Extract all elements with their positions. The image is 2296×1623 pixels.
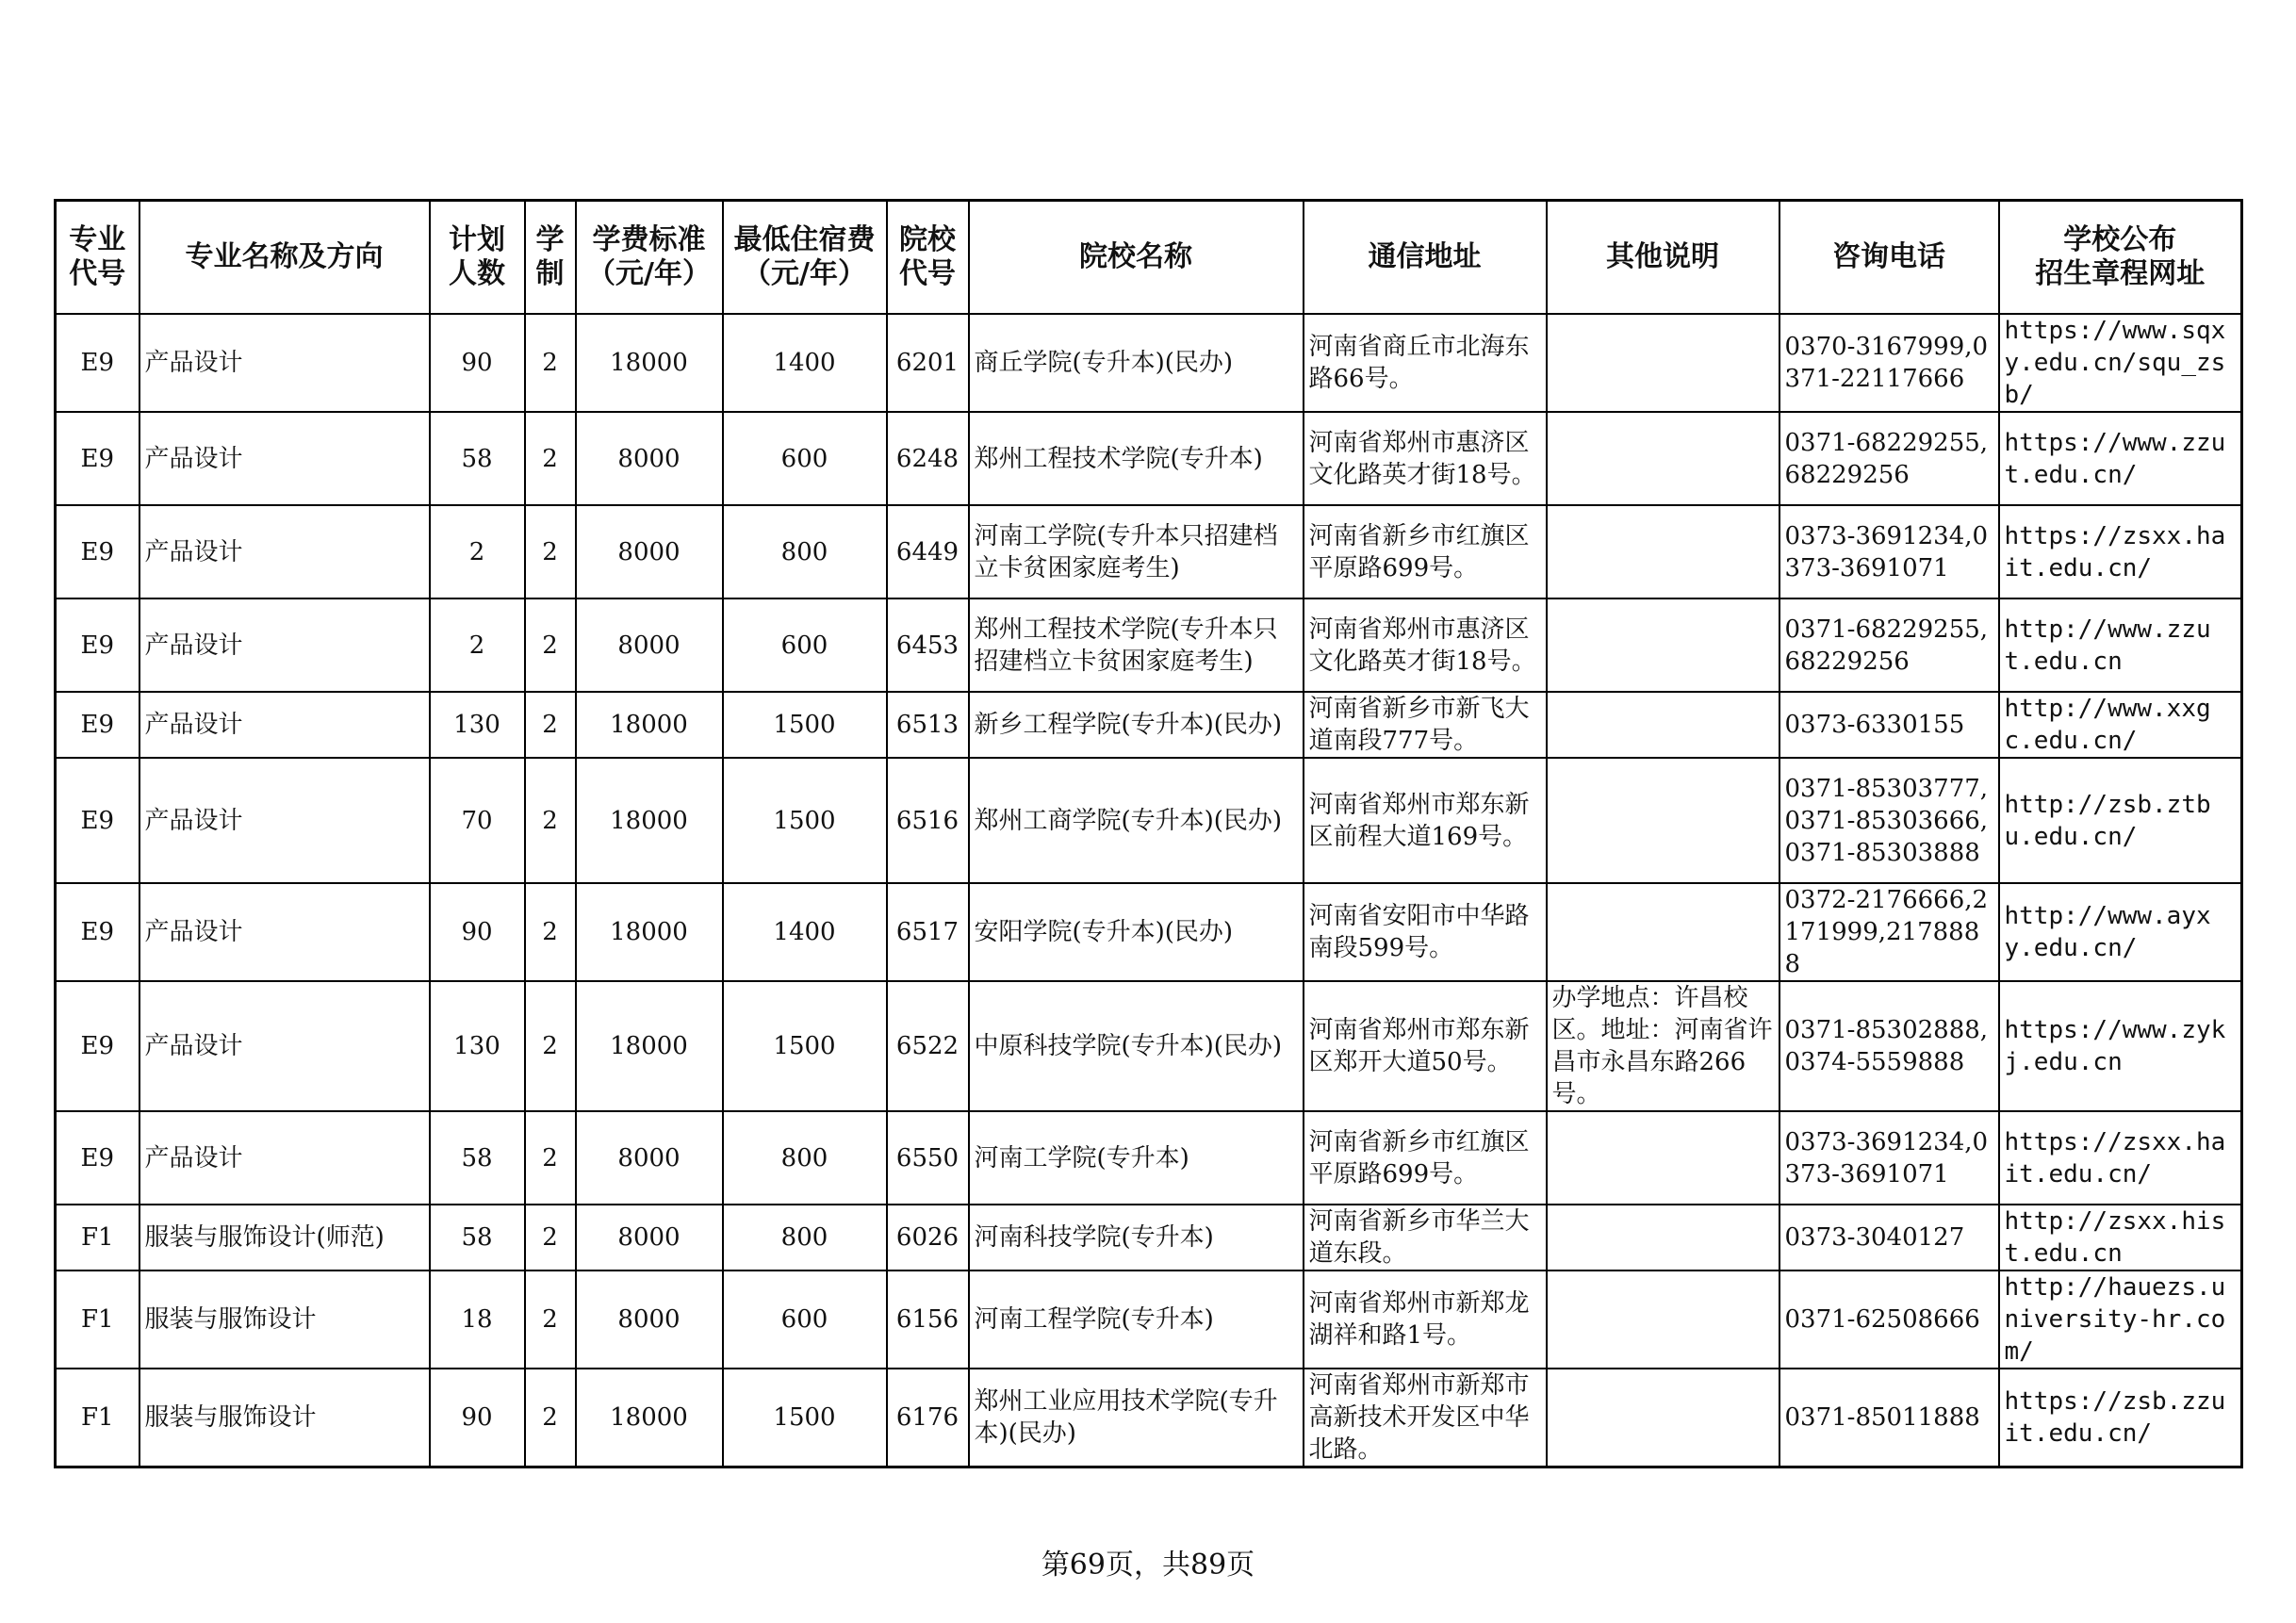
- cell-major-name: 产品设计: [139, 692, 430, 758]
- cell-tuition: 18000: [576, 314, 723, 412]
- column-header-line: 最低住宿费: [733, 223, 876, 256]
- table-row: [56, 412, 2242, 505]
- cell-tuition: 8000: [576, 1271, 723, 1369]
- cell-phone: 0373-3691234,0373-3691071: [1779, 1111, 1999, 1205]
- cell-major-name: 服装与服饰设计(师范): [139, 1205, 430, 1271]
- column-header-other-notes: [1547, 201, 1779, 315]
- cell-plan-count: 58: [430, 1111, 525, 1205]
- cell-tuition: 8000: [576, 412, 723, 505]
- cell-min-dorm-fee: 1500: [723, 758, 887, 883]
- cell-tuition: 18000: [576, 758, 723, 883]
- cell-plan-count: 90: [430, 883, 525, 981]
- column-header-major-name: [139, 201, 430, 315]
- cell-school-name: 河南工学院(专升本): [969, 1111, 1304, 1205]
- column-header-tuition: [576, 201, 723, 315]
- cell-school-name: 郑州工程技术学院(专升本只招建档立卡贫困家庭考生): [969, 598, 1304, 692]
- column-header-line: 院校: [899, 223, 956, 256]
- cell-duration: 2: [525, 314, 576, 412]
- cell-major-name: 产品设计: [139, 412, 430, 505]
- cell-other-notes: [1547, 314, 1779, 412]
- cell-other-notes: [1547, 505, 1779, 598]
- cell-phone: 0373-3691234,0373-3691071: [1779, 505, 1999, 598]
- cell-min-dorm-fee: 800: [723, 1205, 887, 1271]
- cell-min-dorm-fee: 600: [723, 598, 887, 692]
- cell-major-code: E9: [56, 1111, 139, 1205]
- admission-plan-table: [54, 199, 2243, 1468]
- cell-plan-count: 18: [430, 1271, 525, 1369]
- cell-duration: 2: [525, 1369, 576, 1467]
- page-number-label: 第69页，共89页: [1041, 1549, 1255, 1582]
- column-header-line: 制: [535, 257, 565, 290]
- cell-major-name: 产品设计: [139, 981, 430, 1111]
- cell-school-code: 6516: [887, 758, 969, 883]
- cell-school-name: 中原科技学院(专升本)(民办): [969, 981, 1304, 1111]
- cell-address: 河南省安阳市中华路南段599号。: [1304, 883, 1547, 981]
- cell-duration: 2: [525, 981, 576, 1111]
- cell-phone: 0371-85302888,0374-5559888: [1779, 981, 1999, 1111]
- cell-school-name: 新乡工程学院(专升本)(民办): [969, 692, 1304, 758]
- cell-major-code: E9: [56, 505, 139, 598]
- cell-major-name: 产品设计: [139, 314, 430, 412]
- cell-address: 河南省新乡市红旗区平原路699号。: [1304, 1111, 1547, 1205]
- cell-duration: 2: [525, 758, 576, 883]
- table-row: [56, 1111, 2242, 1205]
- cell-duration: 2: [525, 883, 576, 981]
- cell-address: 河南省郑州市惠济区文化路英才街18号。: [1304, 598, 1547, 692]
- cell-charter-url: https://zsb.zzuit.edu.cn/: [1999, 1369, 2242, 1467]
- cell-school-code: 6248: [887, 412, 969, 505]
- cell-charter-url: https://www.zykj.edu.cn: [1999, 981, 2242, 1111]
- cell-min-dorm-fee: 1400: [723, 883, 887, 981]
- cell-school-code: 6156: [887, 1271, 969, 1369]
- cell-tuition: 18000: [576, 981, 723, 1111]
- cell-address: 河南省郑州市新郑市高新技术开发区中华北路。: [1304, 1369, 1547, 1467]
- cell-address: 河南省郑州市新郑龙湖祥和路1号。: [1304, 1271, 1547, 1369]
- cell-address: 河南省新乡市新飞大道南段777号。: [1304, 692, 1547, 758]
- cell-charter-url: http://zsxx.hist.edu.cn: [1999, 1205, 2242, 1271]
- cell-address: 河南省商丘市北海东路66号。: [1304, 314, 1547, 412]
- column-header-line: 专业名称及方向: [185, 240, 384, 273]
- cell-duration: 2: [525, 1271, 576, 1369]
- cell-major-name: 产品设计: [139, 758, 430, 883]
- cell-address: 河南省新乡市红旗区平原路699号。: [1304, 505, 1547, 598]
- column-header-line: 学: [535, 223, 565, 256]
- cell-other-notes: [1547, 1271, 1779, 1369]
- column-header-charter-url: [1999, 201, 2242, 315]
- table-row: [56, 883, 2242, 981]
- column-header-line: 人数: [449, 257, 505, 290]
- cell-phone: 0371-85303777,0371-85303666,0371-85303888: [1779, 758, 1999, 883]
- cell-address: 河南省郑州市郑东新区前程大道169号。: [1304, 758, 1547, 883]
- column-header-line: 代号: [899, 257, 956, 290]
- cell-address: 河南省郑州市惠济区文化路英才街18号。: [1304, 412, 1547, 505]
- cell-major-name: 产品设计: [139, 1111, 430, 1205]
- cell-duration: 2: [525, 412, 576, 505]
- column-header-line: 院校名称: [1079, 240, 1192, 273]
- cell-major-code: E9: [56, 598, 139, 692]
- cell-school-name: 商丘学院(专升本)(民办): [969, 314, 1304, 412]
- cell-other-notes: 办学地点：许昌校区。地址：河南省许昌市永昌东路266号。: [1547, 981, 1779, 1111]
- cell-other-notes: [1547, 598, 1779, 692]
- cell-school-name: 河南工学院(专升本只招建档立卡贫困家庭考生): [969, 505, 1304, 598]
- column-header-school-code: [887, 201, 969, 315]
- cell-phone: 0371-62508666: [1779, 1271, 1999, 1369]
- cell-major-code: F1: [56, 1205, 139, 1271]
- table-row: [56, 692, 2242, 758]
- cell-plan-count: 2: [430, 505, 525, 598]
- column-header-line: 学校公布: [2063, 223, 2177, 256]
- cell-other-notes: [1547, 1369, 1779, 1467]
- cell-school-name: 河南科技学院(专升本): [969, 1205, 1304, 1271]
- cell-phone: 0371-68229255,68229256: [1779, 412, 1999, 505]
- table-row: [56, 1369, 2242, 1467]
- cell-plan-count: 90: [430, 1369, 525, 1467]
- cell-school-name: 郑州工商学院(专升本)(民办): [969, 758, 1304, 883]
- cell-other-notes: [1547, 883, 1779, 981]
- cell-plan-count: 90: [430, 314, 525, 412]
- cell-other-notes: [1547, 1205, 1779, 1271]
- column-header-plan-count: [430, 201, 525, 315]
- cell-tuition: 18000: [576, 1369, 723, 1467]
- cell-tuition: 18000: [576, 692, 723, 758]
- cell-major-code: E9: [56, 883, 139, 981]
- column-header-line: 学费标准: [592, 223, 706, 256]
- cell-other-notes: [1547, 758, 1779, 883]
- column-header-line: 咨询电话: [1832, 240, 1945, 273]
- cell-school-code: 6176: [887, 1369, 969, 1467]
- column-header-school-name: [969, 201, 1304, 315]
- cell-charter-url: https://www.sqxy.edu.cn/squ_zsb/: [1999, 314, 2242, 412]
- cell-plan-count: 58: [430, 1205, 525, 1271]
- cell-school-code: 6522: [887, 981, 969, 1111]
- cell-school-code: 6513: [887, 692, 969, 758]
- cell-charter-url: https://www.zzut.edu.cn/: [1999, 412, 2242, 505]
- cell-major-code: E9: [56, 412, 139, 505]
- cell-address: 河南省新乡市华兰大道东段。: [1304, 1205, 1547, 1271]
- column-header-line: 代号: [69, 257, 126, 290]
- cell-min-dorm-fee: 800: [723, 505, 887, 598]
- cell-address: 河南省郑州市郑东新区郑开大道50号。: [1304, 981, 1547, 1111]
- cell-other-notes: [1547, 412, 1779, 505]
- cell-phone: 0371-85011888: [1779, 1369, 1999, 1467]
- cell-duration: 2: [525, 692, 576, 758]
- cell-charter-url: http://zsb.ztbu.edu.cn/: [1999, 758, 2242, 883]
- cell-other-notes: [1547, 692, 1779, 758]
- cell-plan-count: 70: [430, 758, 525, 883]
- cell-charter-url: http://www.xxgc.edu.cn/: [1999, 692, 2242, 758]
- cell-tuition: 8000: [576, 598, 723, 692]
- table-header: [56, 201, 2242, 315]
- column-header-line: 招生章程网址: [2035, 257, 2206, 290]
- cell-min-dorm-fee: 600: [723, 412, 887, 505]
- cell-min-dorm-fee: 1500: [723, 1369, 887, 1467]
- column-header-line: 专业: [69, 223, 126, 256]
- cell-school-code: 6453: [887, 598, 969, 692]
- table-body: [56, 314, 2242, 1467]
- table-row: [56, 1271, 2242, 1369]
- cell-min-dorm-fee: 1500: [723, 692, 887, 758]
- column-header-min-dorm-fee: [723, 201, 887, 315]
- cell-min-dorm-fee: 600: [723, 1271, 887, 1369]
- cell-plan-count: 2: [430, 598, 525, 692]
- column-header-line: 计划: [449, 223, 505, 256]
- cell-school-code: 6517: [887, 883, 969, 981]
- cell-duration: 2: [525, 505, 576, 598]
- column-header-line: 其他说明: [1606, 240, 1719, 273]
- cell-major-code: E9: [56, 981, 139, 1111]
- cell-min-dorm-fee: 1400: [723, 314, 887, 412]
- cell-charter-url: http://www.ayxy.edu.cn/: [1999, 883, 2242, 981]
- column-header-line: （元/年）: [743, 257, 866, 290]
- cell-major-name: 产品设计: [139, 883, 430, 981]
- column-header-line: （元/年）: [587, 257, 711, 290]
- cell-school-name: 河南工程学院(专升本): [969, 1271, 1304, 1369]
- cell-tuition: 8000: [576, 1205, 723, 1271]
- cell-min-dorm-fee: 1500: [723, 981, 887, 1111]
- table-row: [56, 758, 2242, 883]
- cell-major-code: F1: [56, 1369, 139, 1467]
- cell-major-code: E9: [56, 692, 139, 758]
- column-header-major-code: [56, 201, 139, 315]
- cell-plan-count: 130: [430, 981, 525, 1111]
- cell-major-name: 服装与服饰设计: [139, 1271, 430, 1369]
- column-header-address: [1304, 201, 1547, 315]
- cell-major-code: E9: [56, 758, 139, 883]
- cell-school-code: 6550: [887, 1111, 969, 1205]
- cell-major-code: E9: [56, 314, 139, 412]
- cell-charter-url: http://www.zzut.edu.cn: [1999, 598, 2242, 692]
- cell-tuition: 8000: [576, 505, 723, 598]
- cell-tuition: 18000: [576, 883, 723, 981]
- column-header-duration: [525, 201, 576, 315]
- column-header-phone: [1779, 201, 1999, 315]
- cell-major-name: 服装与服饰设计: [139, 1369, 430, 1467]
- cell-school-code: 6026: [887, 1205, 969, 1271]
- cell-plan-count: 130: [430, 692, 525, 758]
- cell-school-name: 郑州工业应用技术学院(专升本)(民办): [969, 1369, 1304, 1467]
- table-row: [56, 981, 2242, 1111]
- cell-school-code: 6201: [887, 314, 969, 412]
- cell-school-code: 6449: [887, 505, 969, 598]
- cell-tuition: 8000: [576, 1111, 723, 1205]
- table-row: [56, 598, 2242, 692]
- cell-duration: 2: [525, 1111, 576, 1205]
- cell-major-code: F1: [56, 1271, 139, 1369]
- page-footer: [0, 1547, 2296, 1584]
- cell-charter-url: https://zsxx.hait.edu.cn/: [1999, 1111, 2242, 1205]
- cell-other-notes: [1547, 1111, 1779, 1205]
- cell-phone: 0370-3167999,0371-22117666: [1779, 314, 1999, 412]
- cell-phone: 0373-6330155: [1779, 692, 1999, 758]
- cell-duration: 2: [525, 1205, 576, 1271]
- cell-major-name: 产品设计: [139, 598, 430, 692]
- table-row: [56, 505, 2242, 598]
- cell-charter-url: http://hauezs.university-hr.com/: [1999, 1271, 2242, 1369]
- cell-phone: 0371-68229255,68229256: [1779, 598, 1999, 692]
- cell-duration: 2: [525, 598, 576, 692]
- cell-plan-count: 58: [430, 412, 525, 505]
- column-header-line: 通信地址: [1368, 240, 1482, 273]
- cell-phone: 0372-2176666,2171999,2178888: [1779, 883, 1999, 981]
- cell-major-name: 产品设计: [139, 505, 430, 598]
- header-row: [56, 201, 2242, 315]
- cell-school-name: 郑州工程技术学院(专升本): [969, 412, 1304, 505]
- cell-phone: 0373-3040127: [1779, 1205, 1999, 1271]
- cell-min-dorm-fee: 800: [723, 1111, 887, 1205]
- table-row: [56, 314, 2242, 412]
- table-row: [56, 1205, 2242, 1271]
- cell-charter-url: https://zsxx.hait.edu.cn/: [1999, 505, 2242, 598]
- admission-plan-sheet: [54, 199, 2240, 1468]
- cell-school-name: 安阳学院(专升本)(民办): [969, 883, 1304, 981]
